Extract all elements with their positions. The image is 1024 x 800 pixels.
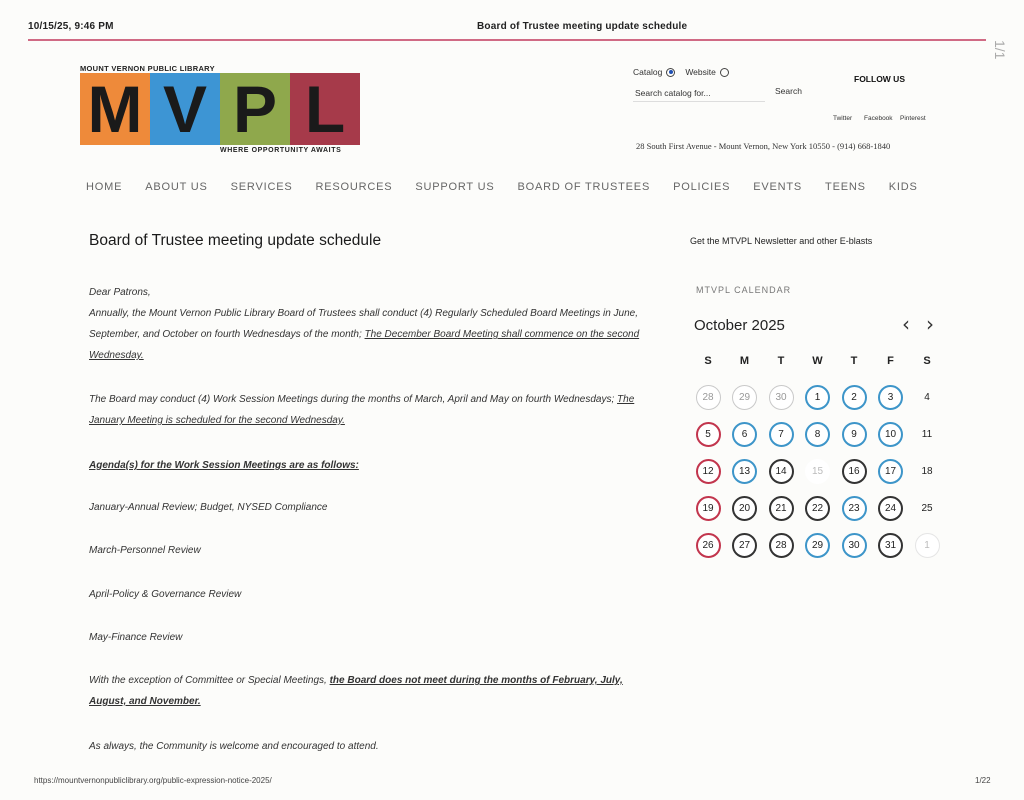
search-scope xyxy=(633,67,729,77)
calendar-weekday: T xyxy=(850,355,858,367)
calendar-weekday: S xyxy=(704,355,712,367)
calendar-day[interactable]: 2 xyxy=(842,385,867,410)
follow-us-heading: FOLLOW US xyxy=(854,74,905,84)
calendar-day[interactable]: 3 xyxy=(878,385,903,410)
agenda-item: April-Policy & Governance Review xyxy=(89,589,242,600)
calendar-day[interactable]: 8 xyxy=(805,422,830,447)
agenda-item: January-Annual Review; Budget, NYSED Compliance xyxy=(89,502,328,513)
calendar-day[interactable]: 21 xyxy=(769,496,794,521)
calendar-day[interactable]: 9 xyxy=(842,422,867,447)
nav-board-of-trustees[interactable]: BOARD OF TRUSTEES xyxy=(517,181,651,193)
header-divider xyxy=(28,39,986,41)
nav-events[interactable]: EVENTS xyxy=(753,181,803,193)
logo-tile-l: L xyxy=(290,73,360,145)
page-title: Board of Trustee meeting update schedule xyxy=(89,232,382,249)
main-nav xyxy=(86,181,941,193)
nav-resources[interactable]: RESOURCES xyxy=(315,181,393,193)
print-date: 10/15/25, 9:46 PM xyxy=(28,21,114,32)
p3-bold-text: the Board does not meet during the months of February, July, August, and November. xyxy=(89,675,623,707)
calendar-day[interactable]: 29 xyxy=(732,385,757,410)
catalog-search-input[interactable] xyxy=(633,85,765,102)
calendar-day[interactable]: 24 xyxy=(878,496,903,521)
calendar-day[interactable]: 12 xyxy=(696,459,721,484)
logo-tagline: WHERE OPPORTUNITY AWAITS xyxy=(220,147,342,154)
logo-tile-p: P xyxy=(220,73,290,145)
print-side-mark: 1/1 xyxy=(992,40,1008,60)
calendar-next-button[interactable]: › xyxy=(926,312,934,336)
website-option-label: Website xyxy=(685,67,716,77)
january-meeting-link[interactable]: The January Meeting is scheduled for the second Wednesday. xyxy=(89,394,635,426)
print-footer-page: 1/22 xyxy=(975,776,991,785)
catalog-radio[interactable] xyxy=(666,68,675,77)
calendar-day[interactable]: 7 xyxy=(769,422,794,447)
nav-home[interactable]: HOME xyxy=(86,181,123,193)
calendar-weekday: W xyxy=(812,355,823,367)
calendar-day[interactable]: 20 xyxy=(732,496,757,521)
article-paragraph-1 xyxy=(89,282,649,366)
twitter-link[interactable]: Twitter xyxy=(833,115,853,122)
calendar-day[interactable]: 22 xyxy=(805,496,830,521)
logo-top-text: MOUNT VERNON PUBLIC LIBRARY xyxy=(80,64,215,73)
logo-tiles xyxy=(80,73,360,145)
nav-teens[interactable]: TEENS xyxy=(825,181,866,193)
calendar-day[interactable]: 15 xyxy=(805,459,830,484)
nav-kids[interactable]: KIDS xyxy=(888,181,918,193)
library-address: 28 South First Avenue - Mount Vernon, New York 10550 - (914) 668-1840 xyxy=(636,141,891,151)
calendar-day[interactable]: 31 xyxy=(878,533,903,558)
nav-services[interactable]: SERVICES xyxy=(230,181,293,193)
calendar-heading: MTVPL CALENDAR xyxy=(696,285,792,295)
calendar-day[interactable]: 26 xyxy=(696,533,721,558)
calendar-day[interactable]: 28 xyxy=(769,533,794,558)
facebook-link[interactable]: Facebook xyxy=(864,115,893,122)
calendar-day[interactable]: 1 xyxy=(915,533,940,558)
calendar-day[interactable]: 10 xyxy=(878,422,903,447)
article-paragraph-3 xyxy=(89,670,644,712)
calendar-day[interactable]: 18 xyxy=(921,466,933,477)
agenda-item: May-Finance Review xyxy=(89,632,183,643)
nav-support-us[interactable]: SUPPORT US xyxy=(415,181,495,193)
newsletter-link[interactable]: Get the MTVPL Newsletter and other E-blasts xyxy=(690,236,873,246)
calendar-day[interactable]: 27 xyxy=(732,533,757,558)
agenda-item: March-Personnel Review xyxy=(89,545,201,556)
print-footer-url: https://mountvernonpubliclibrary.org/public-expression-notice-2025/ xyxy=(34,776,272,785)
catalog-option-label: Catalog xyxy=(633,67,663,77)
calendar-day[interactable]: 30 xyxy=(769,385,794,410)
calendar-day[interactable]: 6 xyxy=(732,422,757,447)
website-radio[interactable] xyxy=(720,68,729,77)
calendar-day[interactable]: 23 xyxy=(842,496,867,521)
calendar-day[interactable]: 17 xyxy=(878,459,903,484)
calendar-day[interactable]: 28 xyxy=(696,385,721,410)
site-logo[interactable] xyxy=(80,64,360,156)
december-meeting-link[interactable]: The December Board Meeting shall commence on the second Wednesday. xyxy=(89,329,640,361)
calendar-day[interactable]: 25 xyxy=(921,503,933,514)
calendar-day[interactable]: 13 xyxy=(732,459,757,484)
calendar-weekday: T xyxy=(777,355,785,367)
logo-tile-v: V xyxy=(150,73,220,145)
agenda-heading: Agenda(s) for the Work Session Meetings are as follows: xyxy=(89,460,359,471)
logo-tile-m: M xyxy=(80,73,150,145)
p3-text: With the exception of Committee or Special Meetings, xyxy=(89,675,327,686)
article-paragraph-2 xyxy=(89,389,649,431)
calendar-day[interactable]: 1 xyxy=(805,385,830,410)
calendar-day[interactable]: 30 xyxy=(842,533,867,558)
calendar-weekday: F xyxy=(887,355,894,367)
calendar-day[interactable]: 16 xyxy=(842,459,867,484)
p1-text: Annually, the Mount Vernon Public Library Board of Trustees shall conduct (4) Regularly Scheduled Board Meetings in June, September, and October on fourth Wednesdays of the month; xyxy=(89,308,639,340)
pinterest-link[interactable]: Pinterest xyxy=(900,115,926,122)
calendar-day[interactable]: 19 xyxy=(696,496,721,521)
calendar-day[interactable]: 5 xyxy=(696,422,721,447)
calendar-day[interactable]: 29 xyxy=(805,533,830,558)
calendar-prev-button[interactable]: ‹ xyxy=(902,312,910,336)
calendar-month: October 2025 xyxy=(694,317,785,334)
calendar-day[interactable]: 14 xyxy=(769,459,794,484)
print-title: Board of Trustee meeting update schedule xyxy=(477,21,688,32)
calendar-weekday: M xyxy=(739,355,750,367)
calendar-day[interactable]: 11 xyxy=(921,429,933,440)
calendar-day[interactable]: 4 xyxy=(924,392,930,403)
greeting: Dear Patrons, xyxy=(89,287,151,298)
nav-about-us[interactable]: ABOUT US xyxy=(145,181,208,193)
nav-policies[interactable]: POLICIES xyxy=(673,181,731,193)
search-button[interactable]: Search xyxy=(775,86,802,96)
calendar-weekday: S xyxy=(923,355,931,367)
p2-text: The Board may conduct (4) Work Session Meetings during the months of March, April and May on fourth Wednesdays; xyxy=(89,394,615,405)
closing-text: As always, the Community is welcome and encouraged to attend. xyxy=(89,741,379,752)
